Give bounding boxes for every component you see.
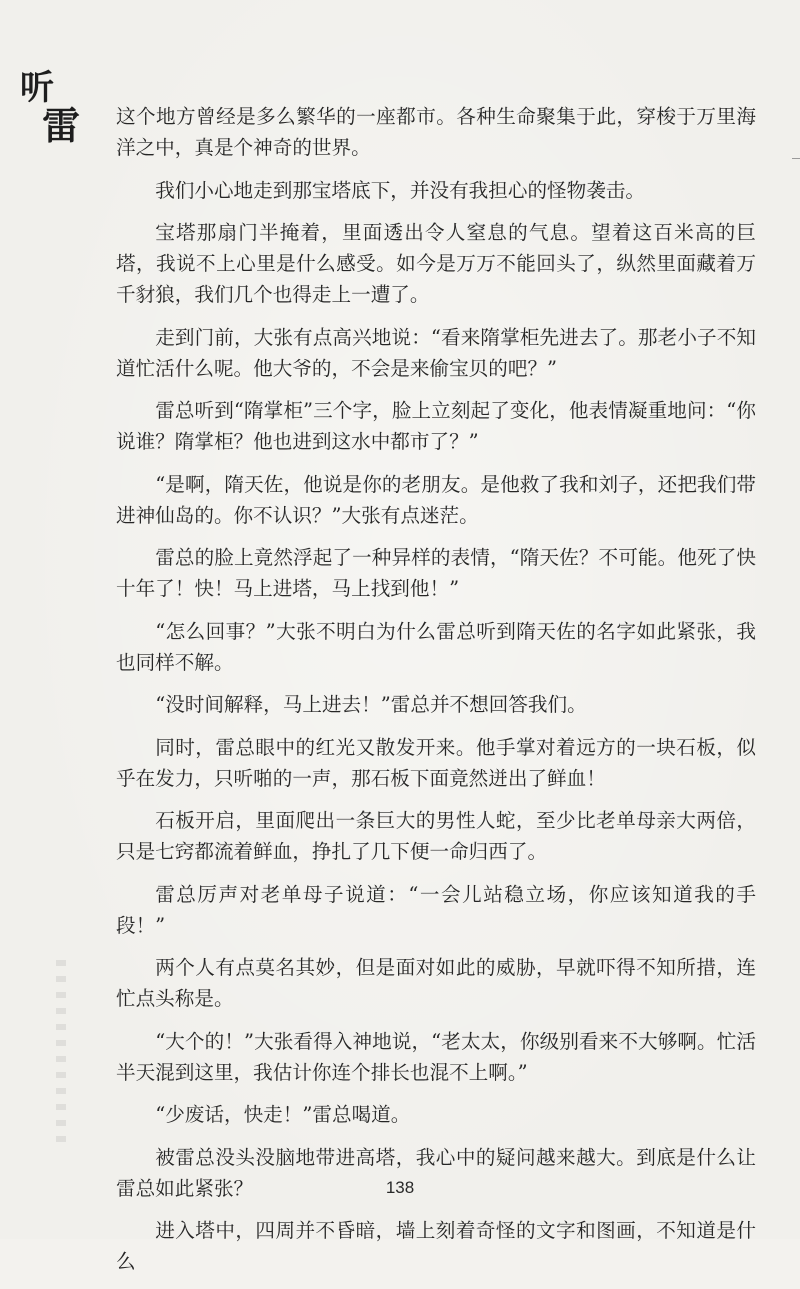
paragraph: 进入塔中，四周并不昏暗，墙上刻着奇怪的文字和图画，不知道是什么 — [116, 1219, 756, 1273]
edge-mark — [792, 158, 800, 159]
paragraph: 雷总听到“隋掌柜”三个字，脸上立刻起了变化，他表情凝重地问：“你说谁？隋掌柜？他也进到这水中都市了？” — [116, 399, 756, 453]
paragraph: “是啊，隋天佐，他说是你的老朋友。是他救了我和刘子，还把我们带进神仙岛的。你不认识？”大张有点迷茫。 — [116, 472, 756, 527]
paragraph: 宝塔那扇门半掩着，里面透出令人窒息的气息。望着这百米高的巨塔，我说不上心里是什么感受。如今是万万不能回头了，纵然里面藏着万千豺狼，我们几个也得走上一遭了。 — [116, 221, 756, 306]
paragraph: 同时，雷总眼中的红光又散发开来。他手掌对着远方的一块石板，似乎在发力，只听啪的一声，那石板下面竟然迸出了鲜血！ — [116, 735, 756, 790]
paragraph: “大个的！”大张看得入神地说，“老太太，你级别看来不大够啊。忙活半天混到这里，我估计你连个排长也混不上啊。” — [116, 1029, 756, 1084]
paragraph: 两个人有点莫名其妙，但是面对如此的威胁，早就吓得不知所措，连忙点头称是。 — [116, 956, 756, 1010]
paragraph: 被雷总没头没脑地带进高塔，我心中的疑问越来越大。到底是什么让雷总如此紧张？ — [116, 1145, 756, 1200]
body-text — [116, 101, 756, 1289]
running-title — [20, 68, 82, 148]
paragraph: “没时间解释，马上进去！”雷总并不想回答我们。 — [155, 693, 587, 716]
paragraph: 这个地方曾经是多么繁华的一座都市。各种生命聚集于此，穿梭于万里海洋之中，真是个神奇的世界。 — [116, 105, 756, 159]
running-title-char-1: 听 — [20, 68, 54, 108]
running-title-char-2: 雷 — [42, 103, 81, 148]
paragraph: “怎么回事？”大张不明白为什么雷总听到隋天佐的名字如此紧张，我也同样不解。 — [116, 619, 756, 674]
paragraph: 雷总厉声对老单母子说道：“一会儿站稳立场，你应该知道我的手段！” — [116, 882, 756, 937]
paragraph: 我们小心地走到那宝塔底下，并没有我担心的怪物袭击。 — [155, 178, 646, 202]
paragraph: 石板开启，里面爬出一条巨大的男性人蛇，至少比老单母亲大两倍，只是七窍都流着鲜血，挣扎了几下便一命归西了。 — [116, 809, 756, 863]
paragraph: 雷总的脸上竟然浮起了一种异样的表情，“隋天佐？不可能。他死了快十年了！快！马上进塔，马上找到他！” — [116, 546, 756, 600]
page-number: 138 — [385, 1178, 415, 1197]
bleed-through-marks — [56, 960, 66, 1150]
paragraph: 走到门前，大张有点高兴地说：“看来隋掌柜先进去了。那老小子不知道忙活什么呢。他大爷的，不会是来偷宝贝的吧？” — [116, 325, 756, 380]
paragraph: “少废话，快走！”雷总喝道。 — [155, 1103, 411, 1126]
